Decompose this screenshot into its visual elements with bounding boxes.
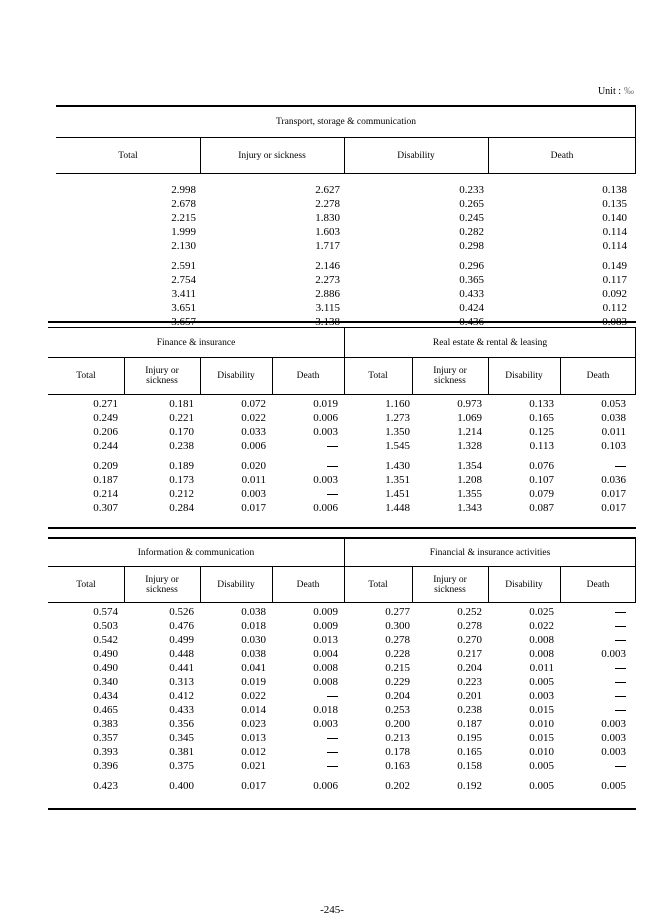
table-cell: 0.356 <box>169 718 194 730</box>
table-cell: 0.019 <box>313 398 338 410</box>
table-cell: 0.006 <box>313 412 338 424</box>
em-dash <box>615 612 626 613</box>
table-cell: 0.307 <box>93 502 118 514</box>
table-cell: 0.214 <box>93 488 118 500</box>
table-cell: 1.350 <box>385 426 410 438</box>
table-cell: 2.886 <box>315 288 340 300</box>
table-cell <box>560 675 626 689</box>
table-cell: 0.006 <box>313 780 338 792</box>
table-cell: 0.013 <box>241 732 266 744</box>
table-cell <box>272 439 338 453</box>
table-cell: 0.396 <box>93 760 118 772</box>
data-column <box>262 183 340 329</box>
table-cell: 0.019 <box>241 676 266 688</box>
col-header: Total <box>368 371 388 381</box>
table-cell: 0.003 <box>241 488 266 500</box>
table-cell: 0.038 <box>601 412 626 424</box>
data-column <box>272 397 338 515</box>
em-dash <box>615 696 626 697</box>
table-cell: 0.015 <box>529 704 554 716</box>
table-cell <box>560 661 626 675</box>
table-cell: 0.187 <box>457 718 482 730</box>
table-cell <box>560 759 626 773</box>
table-cell: 0.345 <box>169 732 194 744</box>
em-dash <box>615 640 626 641</box>
table-cell: 1.451 <box>385 488 410 500</box>
table-cell: 0.135 <box>602 198 627 210</box>
table-cell: 0.003 <box>601 718 626 730</box>
table-cell: 0.008 <box>313 676 338 688</box>
table-cell: 0.252 <box>457 606 482 618</box>
table-cell: 1.830 <box>315 212 340 224</box>
table-cell: 0.365 <box>459 274 484 286</box>
table-cell: 0.277 <box>385 606 410 618</box>
table-cell: 0.072 <box>241 398 266 410</box>
table-cell: 0.204 <box>457 662 482 674</box>
em-dash <box>327 494 338 495</box>
section-title: Transport, storage & communication <box>275 117 417 127</box>
table-cell: 0.013 <box>313 634 338 646</box>
table-cell: 0.542 <box>93 634 118 646</box>
table-cell: 0.005 <box>529 676 554 688</box>
table-cell: 0.189 <box>169 460 194 472</box>
table-cell: 0.244 <box>93 440 118 452</box>
col-header: Disability <box>505 579 543 590</box>
table-cell: 0.212 <box>169 488 194 500</box>
left-section-title: Information & communication <box>137 547 255 558</box>
right-section-title: Real estate & rental & leasing <box>432 337 548 348</box>
table-cell: 0.434 <box>93 690 118 702</box>
table-cell: 0.476 <box>169 620 194 632</box>
table-cell: 3.651 <box>171 302 196 314</box>
table-cell: 2.754 <box>171 274 196 286</box>
section-info-financial <box>48 537 636 813</box>
col-header: Injury or sickness <box>145 574 179 595</box>
table-cell: 0.215 <box>385 662 410 674</box>
table-cell: 0.433 <box>459 288 484 300</box>
table-cell: 0.424 <box>459 302 484 314</box>
col-header: Disability <box>397 150 435 161</box>
col-header: Total <box>118 150 138 161</box>
table-cell: 0.012 <box>241 746 266 758</box>
col-header: Injury or sickness <box>433 574 467 595</box>
table-cell: 0.005 <box>529 760 554 772</box>
table-cell: 0.015 <box>529 732 554 744</box>
table-cell: 0.423 <box>93 780 118 792</box>
table-cell: 2.627 <box>315 184 340 196</box>
table-cell: 0.375 <box>169 760 194 772</box>
page-number: -245- <box>320 904 344 916</box>
table-cell: 0.204 <box>385 690 410 702</box>
table-cell: 0.022 <box>241 412 266 424</box>
table-cell: 1.208 <box>457 474 482 486</box>
table-cell: 0.284 <box>169 502 194 514</box>
table-cell: 0.192 <box>457 780 482 792</box>
table-cell: 0.018 <box>313 704 338 716</box>
table-cell <box>560 633 626 647</box>
table-cell: 0.228 <box>385 648 410 660</box>
table-cell: 1.160 <box>385 398 410 410</box>
table-cell: 0.499 <box>169 634 194 646</box>
table-cell: 0.018 <box>241 620 266 632</box>
col-header: Injury or sickness <box>238 150 306 161</box>
table-cell: 0.181 <box>169 398 194 410</box>
table-cell: 0.178 <box>385 746 410 758</box>
table-cell: 0.021 <box>241 760 266 772</box>
table-cell: 0.340 <box>93 676 118 688</box>
table-cell: 1.717 <box>315 240 340 252</box>
table-cell <box>560 703 626 717</box>
col-header: Death <box>296 579 320 590</box>
table-cell: 0.004 <box>313 648 338 660</box>
em-dash <box>327 738 338 739</box>
table-cell: 0.253 <box>385 704 410 716</box>
table-cell: 0.526 <box>169 606 194 618</box>
table-cell: 0.053 <box>601 398 626 410</box>
col-header: Death <box>296 371 320 381</box>
table-cell: 2.998 <box>171 184 196 196</box>
table-cell: 1.603 <box>315 226 340 238</box>
table-cell: 0.202 <box>385 780 410 792</box>
table-cell: 0.003 <box>313 426 338 438</box>
table-cell: 0.017 <box>241 502 266 514</box>
table-cell: 3.411 <box>171 288 196 300</box>
table-cell: 0.233 <box>459 184 484 196</box>
table-cell: 0.282 <box>459 226 484 238</box>
table-cell: 2.678 <box>171 198 196 210</box>
table-cell: 0.003 <box>313 474 338 486</box>
data-column <box>124 397 194 515</box>
table-cell <box>272 459 338 473</box>
table-cell: 0.195 <box>457 732 482 744</box>
table-cell <box>560 689 626 703</box>
data-column <box>200 397 266 515</box>
data-column <box>549 183 627 329</box>
table-cell: 0.022 <box>529 620 554 632</box>
table-cell <box>560 605 626 619</box>
table-cell: 1.351 <box>385 474 410 486</box>
table-cell: 3.115 <box>315 302 340 314</box>
section-finance-realestate <box>48 321 636 531</box>
table-cell: 0.022 <box>241 690 266 702</box>
em-dash <box>327 466 338 467</box>
table-cell: 0.006 <box>313 502 338 514</box>
table-cell: 0.025 <box>529 606 554 618</box>
table-cell: 0.238 <box>169 440 194 452</box>
em-dash <box>615 668 626 669</box>
table-cell: 0.003 <box>601 648 626 660</box>
table-cell: 2.278 <box>315 198 340 210</box>
table-cell: 0.113 <box>529 440 554 452</box>
col-header: Disability <box>217 579 255 590</box>
table-cell: 0.201 <box>457 690 482 702</box>
table-cell: 0.112 <box>602 302 627 314</box>
col-header: Disability <box>505 371 543 381</box>
table-cell: 0.010 <box>529 718 554 730</box>
table-cell: 0.103 <box>601 440 626 452</box>
table-cell <box>272 745 338 759</box>
table-cell: 0.170 <box>169 426 194 438</box>
table-cell: 0.238 <box>457 704 482 716</box>
table-cell: 0.213 <box>385 732 410 744</box>
table-cell: 0.005 <box>601 780 626 792</box>
right-section-title: Financial & insurance activities <box>429 547 551 558</box>
col-header: Disability <box>217 371 255 381</box>
table-cell <box>272 689 338 703</box>
col-header: Total <box>76 371 96 381</box>
table-cell: 0.010 <box>529 746 554 758</box>
table-cell: 1.545 <box>385 440 410 452</box>
table-cell: 0.149 <box>602 260 627 272</box>
data-column <box>200 605 266 793</box>
table-cell: 0.003 <box>529 690 554 702</box>
table-cell: 0.011 <box>601 426 626 438</box>
table-cell: 0.125 <box>529 426 554 438</box>
table-cell: 0.173 <box>169 474 194 486</box>
table-cell: 0.200 <box>385 718 410 730</box>
table-cell: 0.209 <box>93 460 118 472</box>
table-cell: 0.278 <box>385 634 410 646</box>
table-cell: 0.008 <box>529 648 554 660</box>
table-cell: 0.433 <box>169 704 194 716</box>
table-cell: 0.114 <box>602 240 627 252</box>
table-cell: 0.381 <box>169 746 194 758</box>
table-cell: 0.138 <box>602 184 627 196</box>
table-cell: 0.133 <box>529 398 554 410</box>
table-cell <box>560 459 626 473</box>
em-dash <box>327 766 338 767</box>
table-cell: 0.221 <box>169 412 194 424</box>
em-dash <box>327 446 338 447</box>
table-cell: 0.041 <box>241 662 266 674</box>
table-cell: 0.187 <box>93 474 118 486</box>
em-dash <box>615 710 626 711</box>
table-cell: 0.003 <box>313 718 338 730</box>
data-column <box>412 397 482 515</box>
table-cell: 0.973 <box>457 398 482 410</box>
table-cell: 1.328 <box>457 440 482 452</box>
table-cell: 0.217 <box>457 648 482 660</box>
col-header: Total <box>368 579 388 590</box>
table-cell: 0.158 <box>457 760 482 772</box>
table-cell: 0.005 <box>529 780 554 792</box>
table-cell: 0.017 <box>601 488 626 500</box>
data-column <box>118 183 196 329</box>
table-cell: 0.271 <box>93 398 118 410</box>
data-column <box>560 605 626 793</box>
table-cell: 1.430 <box>385 460 410 472</box>
table-cell: 0.574 <box>93 606 118 618</box>
table-cell: 0.033 <box>241 426 266 438</box>
data-column <box>412 605 482 793</box>
table-cell: 0.009 <box>313 620 338 632</box>
table-cell: 0.229 <box>385 676 410 688</box>
data-column <box>272 605 338 793</box>
table-cell: 0.503 <box>93 620 118 632</box>
table-cell: 0.296 <box>459 260 484 272</box>
table-cell: 0.003 <box>601 746 626 758</box>
table-cell: 0.313 <box>169 676 194 688</box>
table-cell: 0.400 <box>169 780 194 792</box>
em-dash <box>615 626 626 627</box>
section-transport <box>48 105 636 323</box>
table-cell: 0.107 <box>529 474 554 486</box>
table-cell: 0.165 <box>457 746 482 758</box>
table-cell: 0.163 <box>385 760 410 772</box>
col-header: Death <box>586 579 610 590</box>
table-cell: 0.020 <box>241 460 266 472</box>
table-cell: 1.999 <box>171 226 196 238</box>
table-cell: 0.008 <box>529 634 554 646</box>
table-cell: 1.343 <box>457 502 482 514</box>
table-cell: 0.300 <box>385 620 410 632</box>
table-cell: 1.069 <box>457 412 482 424</box>
table-cell: 1.214 <box>457 426 482 438</box>
table-cell: 0.206 <box>93 426 118 438</box>
table-cell: 0.114 <box>602 226 627 238</box>
table-cell: 0.030 <box>241 634 266 646</box>
table-cell: 0.270 <box>457 634 482 646</box>
data-column <box>344 605 410 793</box>
table-cell: 0.017 <box>241 780 266 792</box>
em-dash <box>615 766 626 767</box>
data-column <box>488 397 554 515</box>
table-cell: 0.465 <box>93 704 118 716</box>
table-cell: 0.006 <box>241 440 266 452</box>
table-cell <box>560 619 626 633</box>
table-cell: 0.038 <box>241 648 266 660</box>
unit-label: Unit : ‰ <box>597 86 634 97</box>
em-dash <box>615 466 626 467</box>
table-cell: 0.245 <box>459 212 484 224</box>
table-cell: 0.249 <box>93 412 118 424</box>
table-cell: 0.490 <box>93 648 118 660</box>
table-cell: 0.092 <box>602 288 627 300</box>
col-header: Death <box>550 150 574 161</box>
table-cell: 0.265 <box>459 198 484 210</box>
left-section-title: Finance & insurance <box>156 337 236 348</box>
col-header: Total <box>76 579 96 590</box>
table-cell: 2.130 <box>171 240 196 252</box>
table-cell: 0.036 <box>601 474 626 486</box>
table-cell: 0.117 <box>602 274 627 286</box>
data-column <box>406 183 484 329</box>
table-cell: 2.146 <box>315 260 340 272</box>
table-cell <box>272 487 338 501</box>
table-cell: 0.008 <box>313 662 338 674</box>
table-cell: 0.140 <box>602 212 627 224</box>
data-column <box>560 397 626 515</box>
table-cell: 0.014 <box>241 704 266 716</box>
table-cell: 0.448 <box>169 648 194 660</box>
col-header: Injury or sickness <box>433 366 467 386</box>
table-cell: 2.591 <box>171 260 196 272</box>
data-column <box>48 397 118 515</box>
table-cell: 0.003 <box>601 732 626 744</box>
table-cell: 0.298 <box>459 240 484 252</box>
table-cell: 0.383 <box>93 718 118 730</box>
table-cell: 0.223 <box>457 676 482 688</box>
table-cell: 0.023 <box>241 718 266 730</box>
em-dash <box>327 696 338 697</box>
col-header: Injury or sickness <box>145 366 179 386</box>
table-cell: 2.215 <box>171 212 196 224</box>
table-cell: 0.087 <box>529 502 554 514</box>
data-column <box>488 605 554 793</box>
data-column <box>344 397 410 515</box>
table-cell: 0.393 <box>93 746 118 758</box>
table-cell: 0.278 <box>457 620 482 632</box>
table-cell: 0.011 <box>241 474 266 486</box>
em-dash <box>327 752 338 753</box>
table-cell: 0.011 <box>529 662 554 674</box>
table-cell: 2.273 <box>315 274 340 286</box>
table-cell <box>272 759 338 773</box>
table-cell: 0.441 <box>169 662 194 674</box>
table-cell: 1.273 <box>385 412 410 424</box>
data-column <box>48 605 118 793</box>
table-cell: 0.412 <box>169 690 194 702</box>
table-cell: 0.165 <box>529 412 554 424</box>
table-cell: 0.038 <box>241 606 266 618</box>
table-cell: 0.490 <box>93 662 118 674</box>
table-cell: 0.017 <box>601 502 626 514</box>
table-cell: 0.357 <box>93 732 118 744</box>
table-cell: 0.079 <box>529 488 554 500</box>
table-cell: 0.076 <box>529 460 554 472</box>
table-cell: 1.355 <box>457 488 482 500</box>
table-cell: 0.009 <box>313 606 338 618</box>
em-dash <box>615 682 626 683</box>
table-cell <box>272 731 338 745</box>
col-header: Death <box>586 371 610 381</box>
data-column <box>124 605 194 793</box>
table-cell: 1.448 <box>385 502 410 514</box>
table-cell: 1.354 <box>457 460 482 472</box>
